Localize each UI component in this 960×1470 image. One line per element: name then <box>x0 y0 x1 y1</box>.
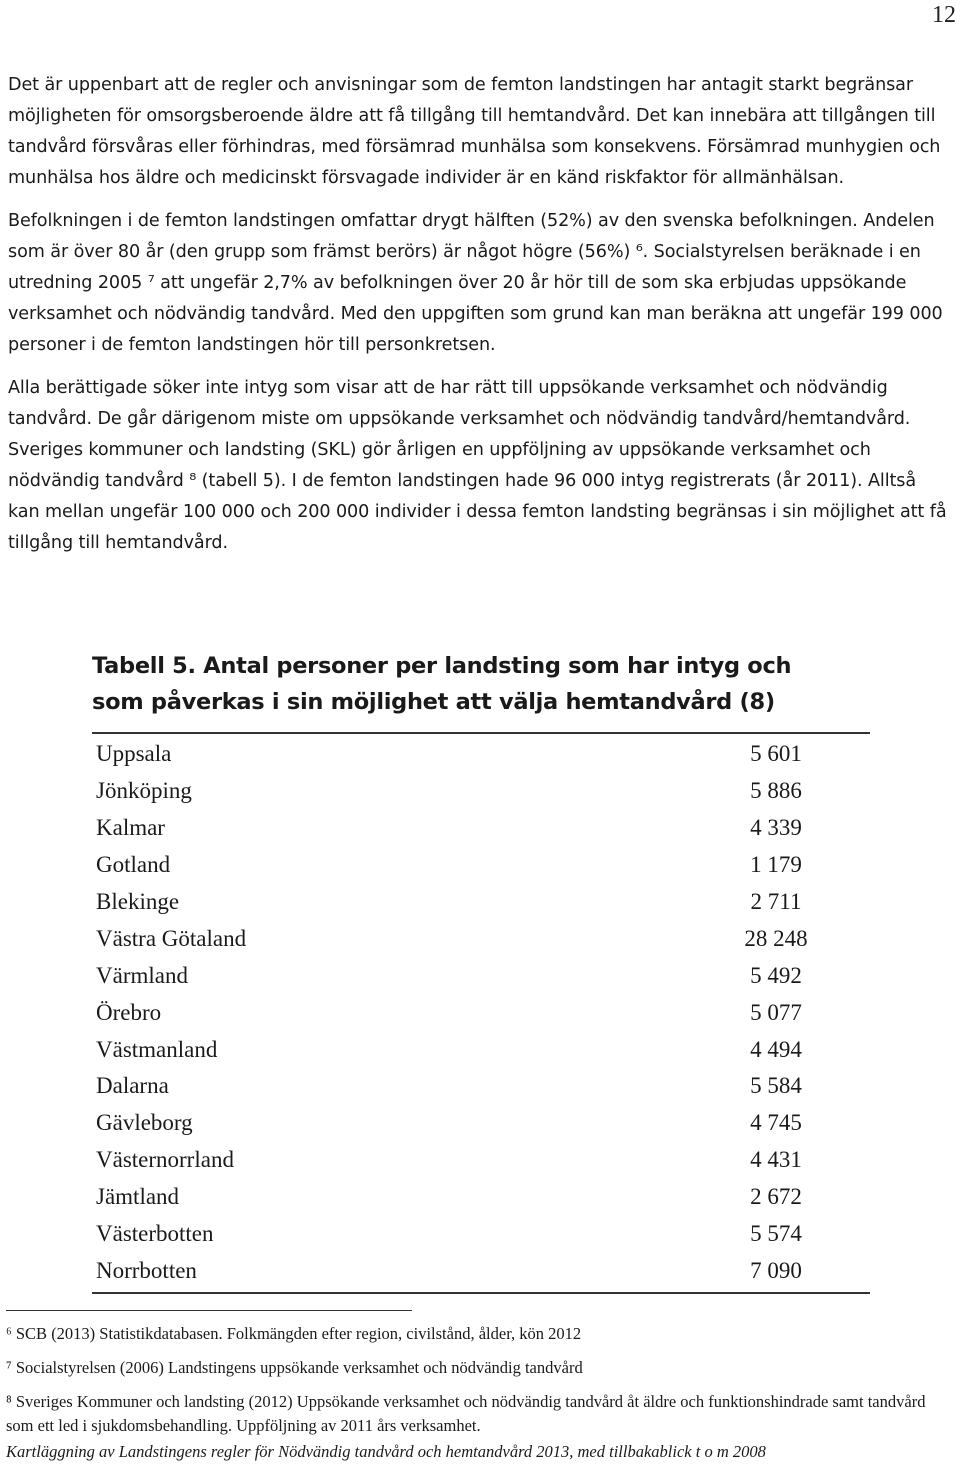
region-cell: Västernorrland <box>96 1147 234 1173</box>
value-cell: 5 601 <box>750 741 802 767</box>
table-title-line: Tabell 5. Antal personer per landsting som har intyg och <box>92 653 792 679</box>
table-row <box>96 920 836 957</box>
value-cell: 4 745 <box>750 1110 802 1136</box>
paragraph: Alla berättigade söker inte intyg som visar att de har rätt till uppsökande verksamhet och nödvändig tandvård. De går därigenom miste om uppsökande verksamhet och nödvändig tandvård/hemtandvård. Sveriges kommuner och landsting (SKL) gör årligen en uppföljning av uppsökande verksamhet och nödvändig tandvård ⁸ (tabell 5). I de femton landstingen hade 96 000 intyg registrerats (år 2011). Alltså kan mellan ungefär 100 000 och 200 000 individer i dessa femton landsting begränsas i sin möjlighet att få tillgång till hemtandvård. <box>8 378 947 553</box>
table-title-line: som påverkas i sin möjlighet att välja hemtandvård (8) <box>92 689 775 715</box>
value-cell: 2 672 <box>750 1184 802 1210</box>
table-row <box>96 957 836 994</box>
table-top-rule <box>92 732 870 734</box>
table-row <box>96 1179 836 1216</box>
table-row <box>96 1142 836 1179</box>
page-number: 12 <box>932 2 956 28</box>
value-cell: 4 494 <box>750 1036 802 1062</box>
value-cell: 5 077 <box>750 999 802 1025</box>
table-row <box>96 994 836 1031</box>
region-cell: Gotland <box>96 852 171 878</box>
footnote: ⁶ SCB (2013) Statistikdatabasen. Folkmängden efter region, civilstånd, ålder, kön 2012 <box>6 1324 582 1343</box>
region-cell: Gävleborg <box>96 1110 193 1136</box>
region-cell: Värmland <box>96 962 188 988</box>
table-bottom-rule <box>92 1292 870 1294</box>
table-row <box>96 1068 836 1105</box>
paragraph: Det är uppenbart att de regler och anvisningar som de femton landstingen har antagit starkt begränsar möjligheten för omsorgsberoende äldre att få tillgång till hemtandvård. Det kan innebära att tillgången till tandvård försvåras eller förhindras, med försämrad munhälsa som konsekvens. Försämrad munhygien och munhälsa hos äldre och medicinskt försvagade individer är en känd riskfaktor för allmänhälsan. <box>8 75 941 188</box>
region-cell: Jönköping <box>96 778 192 804</box>
footnote-separator <box>6 1310 412 1311</box>
value-cell: 5 574 <box>750 1221 802 1247</box>
value-cell: 1 179 <box>750 852 802 878</box>
table-row <box>96 1031 836 1068</box>
table-title <box>92 648 852 720</box>
footnote: ⁷ Socialstyrelsen (2006) Landstingens uppsökande verksamhet och nödvändig tandvård <box>6 1358 583 1377</box>
value-cell: 28 248 <box>744 925 808 951</box>
table-row <box>96 1252 836 1289</box>
region-cell: Uppsala <box>96 741 172 767</box>
table-row <box>96 1216 836 1253</box>
table-row <box>96 773 836 810</box>
paragraph: Befolkningen i de femton landstingen omfattar drygt hälften (52%) av den svenska befolkningen. Andelen som är över 80 år (den grupp som främst berörs) är något högre (56%) ⁶. Socialstyrelsen beräknade i en utredning 2005 ⁷ att ungefär 2,7% av befolkningen över 20 år hör till de som ska erbjudas uppsökande verksamhet och nödvändig tandvård. Med den uppgiften som grund kan man beräkna att ungefär 199 000 personer i de femton landstingen hör till personkretsen. <box>8 211 943 355</box>
region-table <box>96 736 836 1289</box>
page-footer: Kartläggning av Landstingens regler för Nödvändig tandvård och hemtandvård 2013, med tillbakablick t o m 2008 <box>6 1442 766 1461</box>
region-cell: Jämtland <box>96 1184 180 1210</box>
value-cell: 7 090 <box>750 1257 802 1283</box>
value-cell: 2 711 <box>750 889 802 914</box>
region-cell: Västerbotten <box>96 1221 214 1247</box>
value-cell: 4 339 <box>750 815 802 841</box>
region-cell: Kalmar <box>96 815 165 841</box>
value-cell: 4 431 <box>750 1147 802 1173</box>
value-cell: 5 492 <box>750 962 802 988</box>
footnote: ⁸ Sveriges Kommuner och landsting (2012) Uppsökande verksamhet och nödvändig tandvård åt äldre och funktionshindrade samt tandvård som ett led i sjukdomsbehandling. Uppföljning av 2011 års verksamhet. <box>6 1392 926 1435</box>
value-cell: 5 886 <box>750 778 802 804</box>
region-cell: Örebro <box>96 999 162 1025</box>
table-row <box>96 736 836 773</box>
body-text <box>8 70 948 571</box>
table-row <box>96 1105 836 1142</box>
table-row <box>96 847 836 884</box>
footnotes <box>6 1322 946 1438</box>
region-cell: Västmanland <box>96 1036 218 1062</box>
table-row <box>96 884 836 921</box>
region-cell: Blekinge <box>96 889 180 914</box>
region-cell: Norrbotten <box>96 1257 197 1283</box>
table-row <box>96 810 836 847</box>
region-cell: Västra Götaland <box>96 925 247 951</box>
region-cell: Dalarna <box>96 1073 169 1099</box>
value-cell: 5 584 <box>750 1073 802 1099</box>
